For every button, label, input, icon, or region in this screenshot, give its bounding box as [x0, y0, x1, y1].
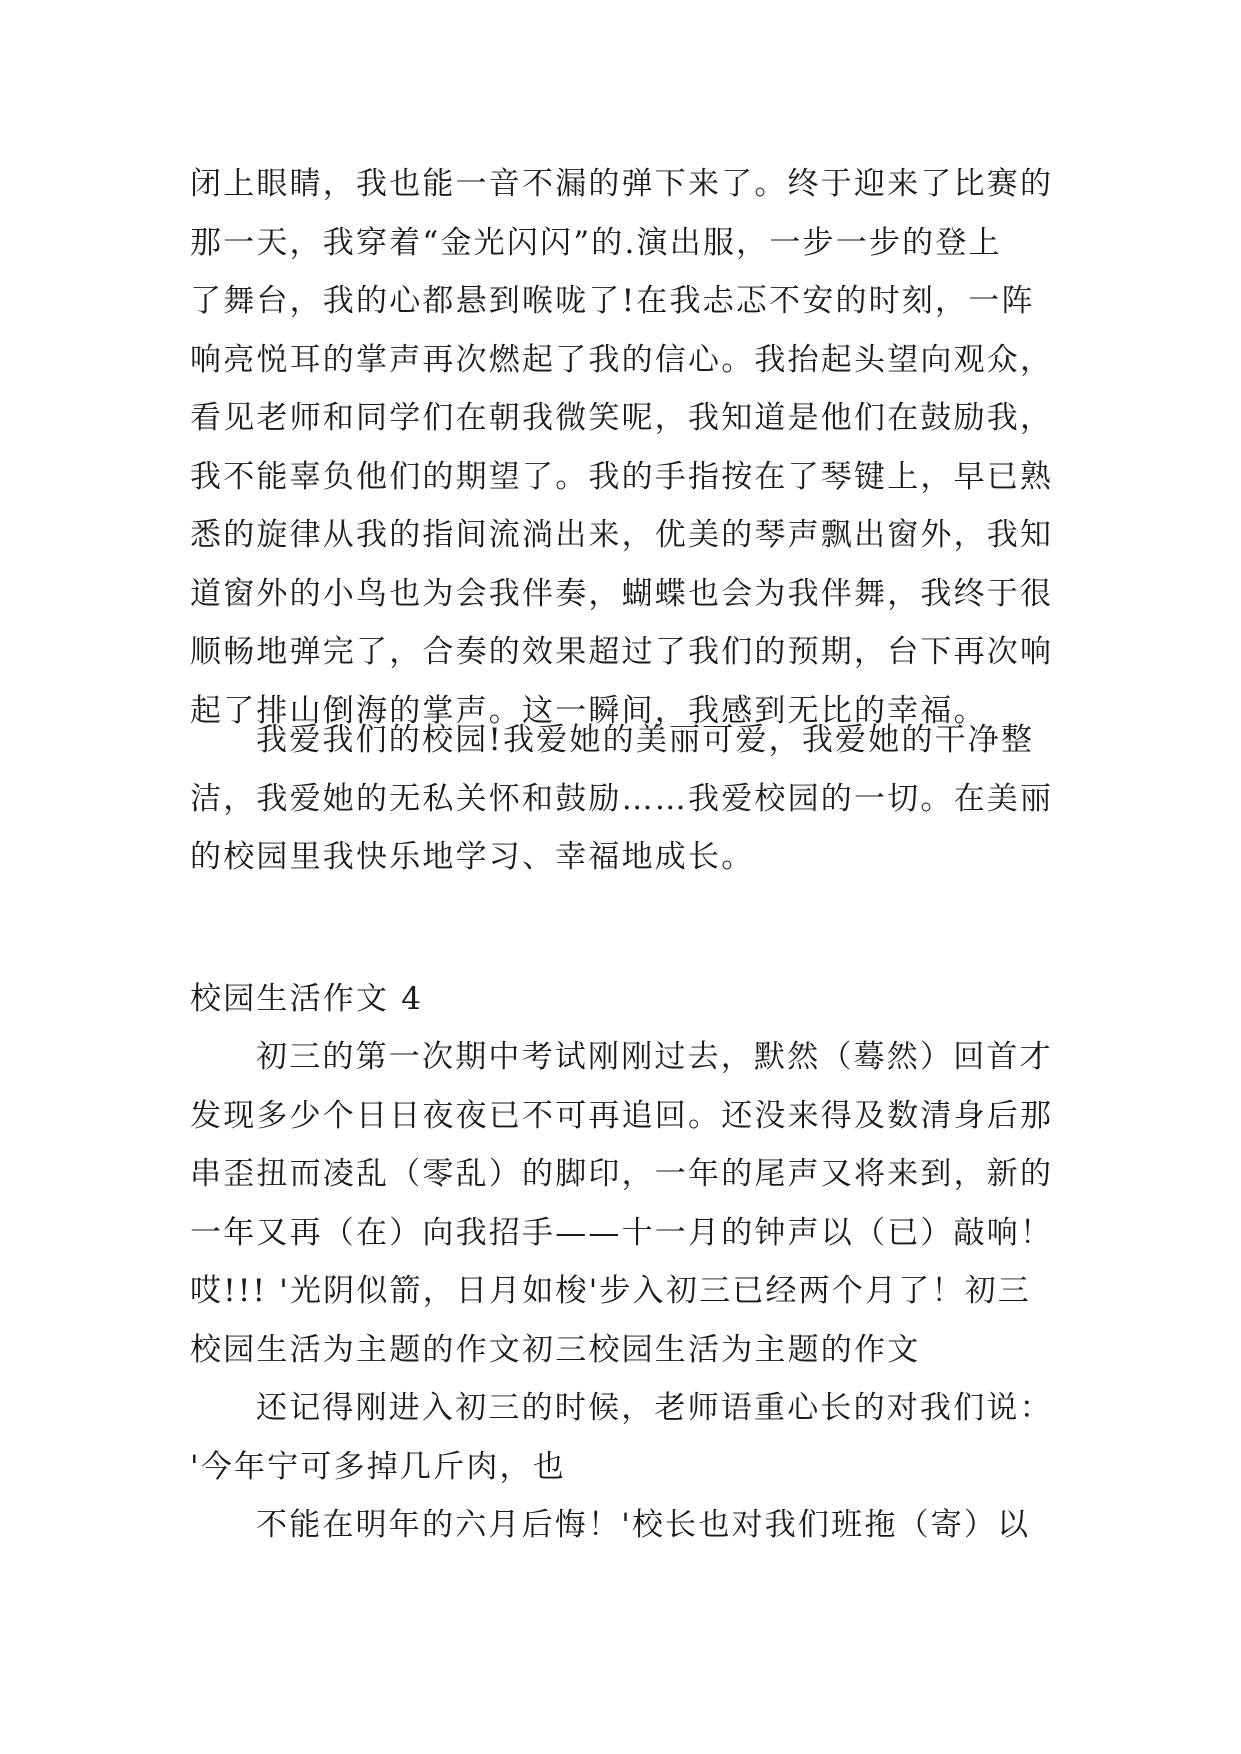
text-line: 悉的旋律从我的指间流淌出来，优美的琴声飘出窗外，我知	[190, 517, 1054, 553]
text-line: '今年宁可多掉几斤肉，也	[190, 1448, 566, 1485]
text-line: 我不能辜负他们的期望了。我的手指按在了琴键上，早已熟	[190, 458, 1054, 495]
text-line: 那一天，我穿着“金光闪闪”的.演出服，一步一步的登上	[190, 224, 1002, 261]
text-line: 我爱我们的校园!我爱她的美丽可爱，我爱她的干净整	[256, 722, 1035, 758]
text-line: 不能在明年的六月后悔！'校长也对我们班拖（寄）以	[256, 1507, 1031, 1543]
text-line: 初三的第一次期中考试刚刚过去，默然（蓦然）回首才	[256, 1039, 1053, 1075]
text-line: 闭上眼睛，我也能一音不漏的弹下来了。终于迎来了比赛的	[190, 166, 1054, 202]
text-line: 洁，我爱她的无私关怀和鼓励……我爱校园的一切。在美丽	[190, 780, 1054, 817]
text-line: 发现多少个日日夜夜已不可再追回。还没来得及数清身后那	[190, 1097, 1054, 1134]
text-line: 看见老师和同学们在朝我微笑呢，我知道是他们在鼓励我，	[190, 400, 1054, 436]
text-line: 道窗外的小鸟也为会我伴奏，蝴蝶也会为我伴舞，我终于很	[190, 575, 1054, 612]
paragraph-closing	[190, 711, 1054, 887]
text-line: 还记得刚进入初三的时候，老师语重心长的对我们说：	[256, 1390, 1053, 1426]
text-line: 串歪扭而凌乱（零乱）的脚印，一年的尾声又将来到，新的	[190, 1156, 1054, 1192]
text-line: 了舞台，我的心都悬到喉咙了!在我忐忑不安的时刻，一阵	[190, 283, 1035, 319]
text-line: 的校园里我快乐地学习、幸福地成长。	[190, 839, 755, 875]
essay-body	[190, 1028, 1054, 1555]
text-line: 一年又再（在）向我招手——十一月的钟声以（已）敲响！	[190, 1214, 1054, 1251]
text-line: 起了排山倒海的掌声。这一瞬间，我感到无比的幸福。	[190, 692, 987, 729]
text-line: 校园生活为主题的作文初三校园生活为主题的作文	[190, 1331, 921, 1368]
text-line: 响亮悦耳的掌声再次燃起了我的信心。我抬起头望向观众，	[190, 341, 1054, 378]
section-heading: 校园生活作文 4	[190, 981, 424, 1017]
text-line: 哎!!! '光阴似箭，日月如梭'步入初三已经两个月了！初三	[190, 1273, 1032, 1309]
text-line: 顺畅地弹完了，合奏的效果超过了我们的预期，台下再次响	[190, 634, 1054, 670]
paragraph-continuation	[190, 155, 1054, 740]
